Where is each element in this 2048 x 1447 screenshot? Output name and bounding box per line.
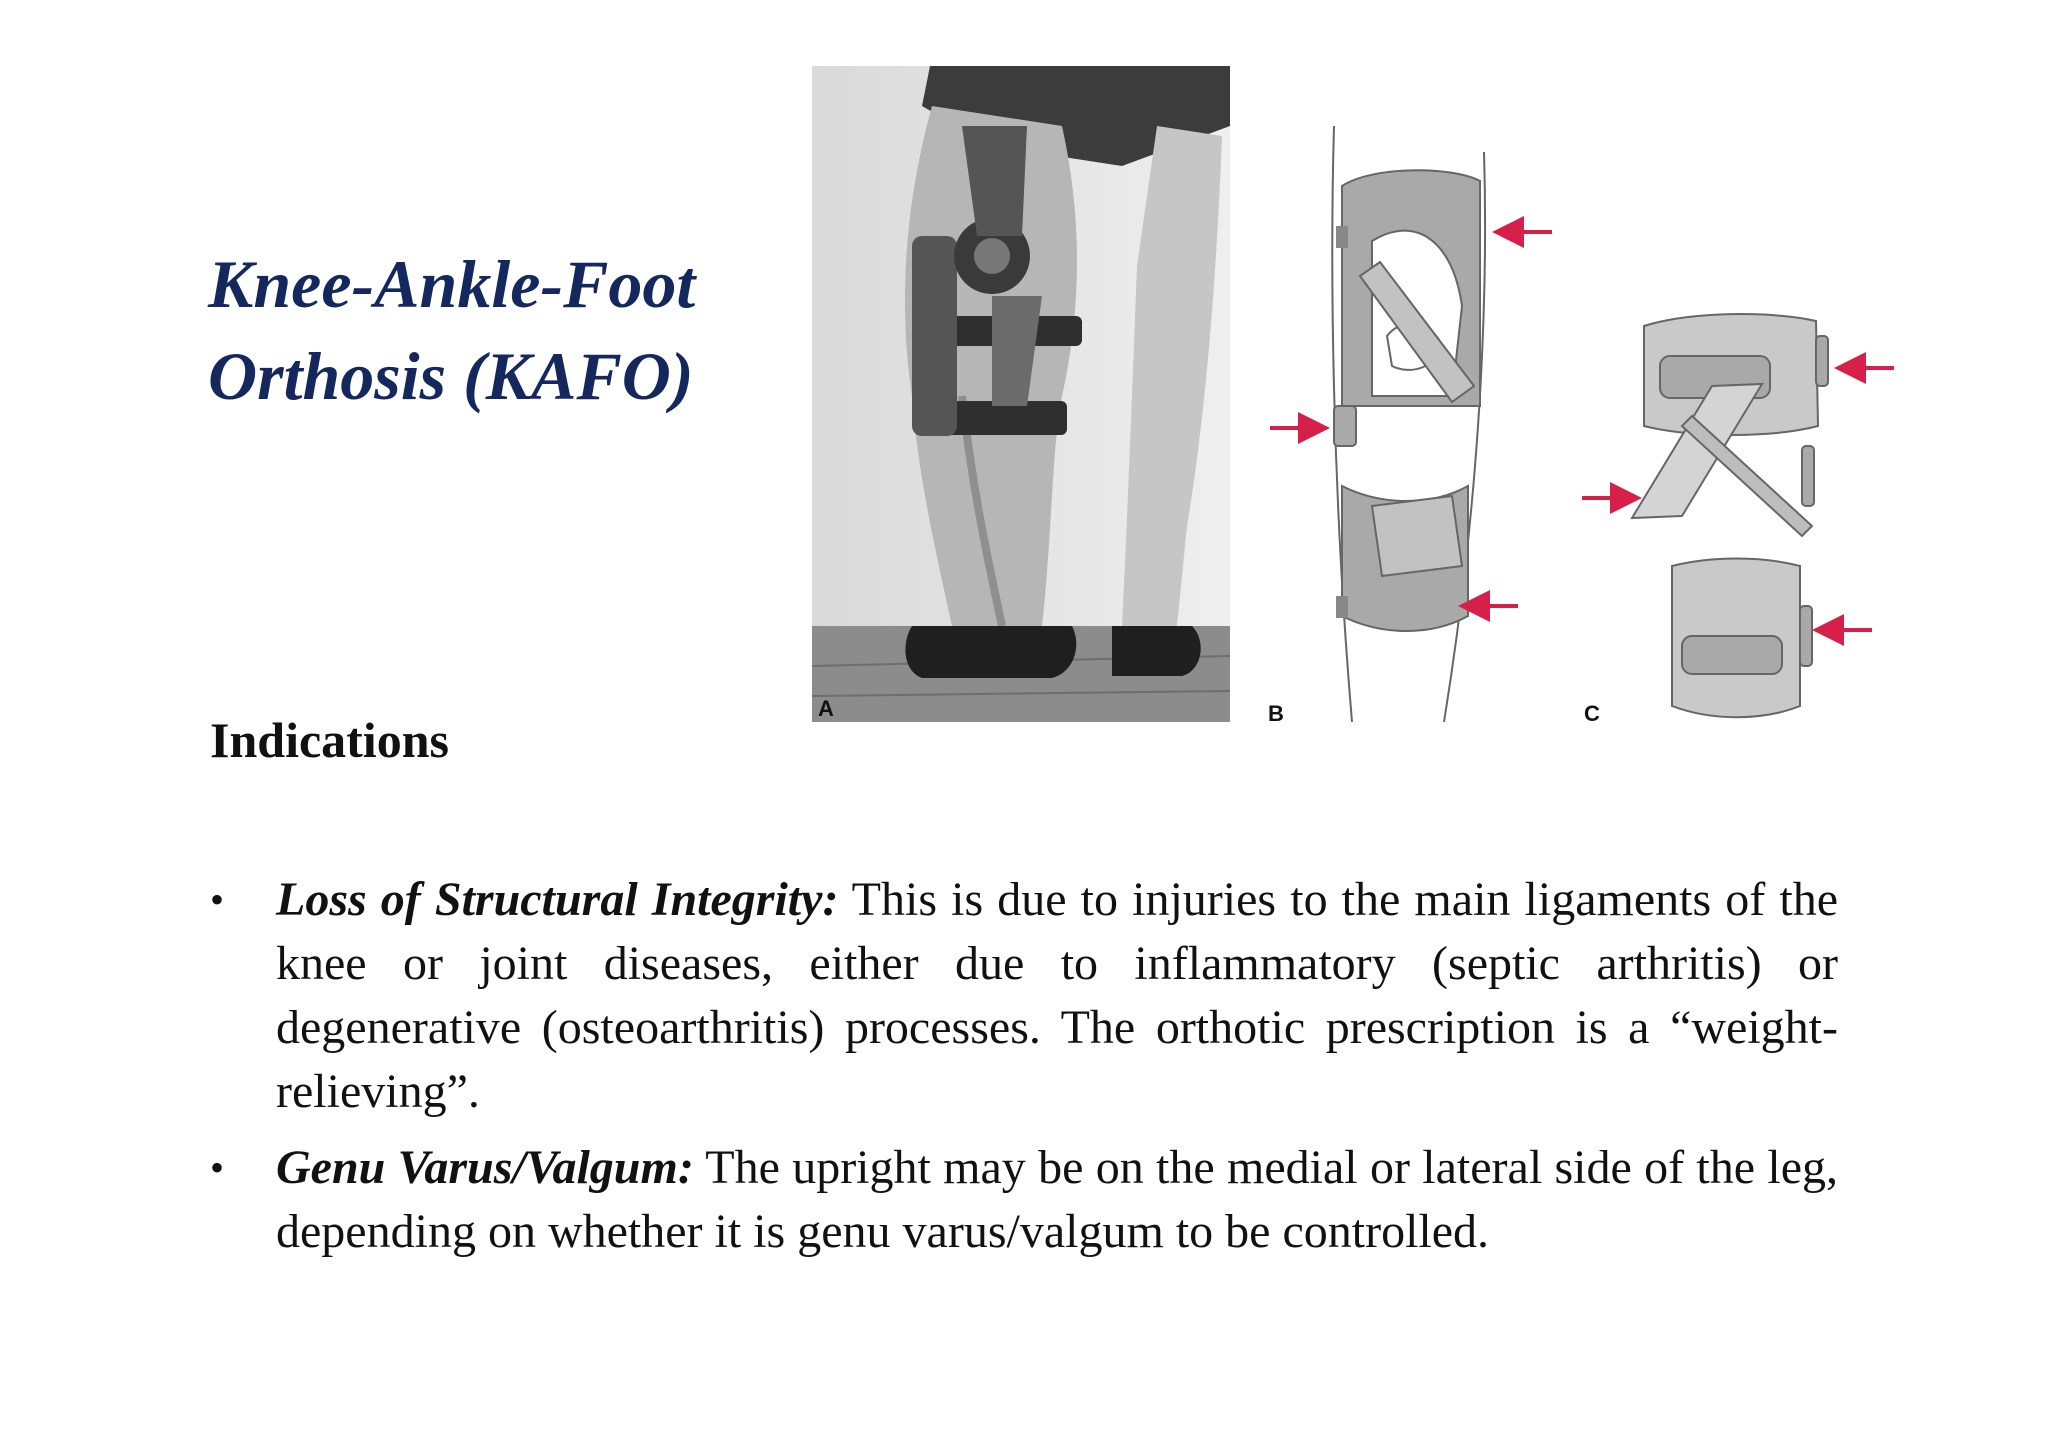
indications-heading: Indications	[210, 712, 449, 768]
list-item	[210, 1136, 1838, 1264]
drawing-panel-c	[1582, 314, 1894, 726]
indications-list	[210, 868, 1838, 1276]
drawing-panel-b	[1268, 126, 1552, 726]
bullet-marker: •	[210, 877, 225, 922]
knee-brace-figure	[812, 66, 1902, 732]
label-a: A	[818, 696, 834, 721]
title-line-2: Orthosis (KAFO)	[208, 338, 694, 414]
label-c: C	[1584, 701, 1600, 726]
bullet-term: Genu Varus/Valgum:	[276, 1141, 694, 1194]
list-item	[210, 868, 1838, 1124]
label-b: B	[1268, 701, 1284, 726]
bullet-marker: •	[210, 1145, 225, 1190]
title-line-1: Knee-Ankle-Foot	[208, 246, 696, 322]
slide-title	[208, 238, 808, 422]
bullet-text: This is due to injuries to the main ligaments of the knee or joint diseases, either due to inflammatory (septic arthritis) or degenerative (osteoarthritis) processes. The orthotic prescription is a “weight-relieving”.	[276, 873, 1839, 1118]
bullet-text: The upright may be on the medial or lateral side of the leg, depending on whether it is genu varus/valgum to be controlled.	[276, 1141, 1838, 1258]
photo-panel-a	[812, 66, 1230, 722]
bullet-term: Loss of Structural Integrity:	[276, 873, 839, 926]
